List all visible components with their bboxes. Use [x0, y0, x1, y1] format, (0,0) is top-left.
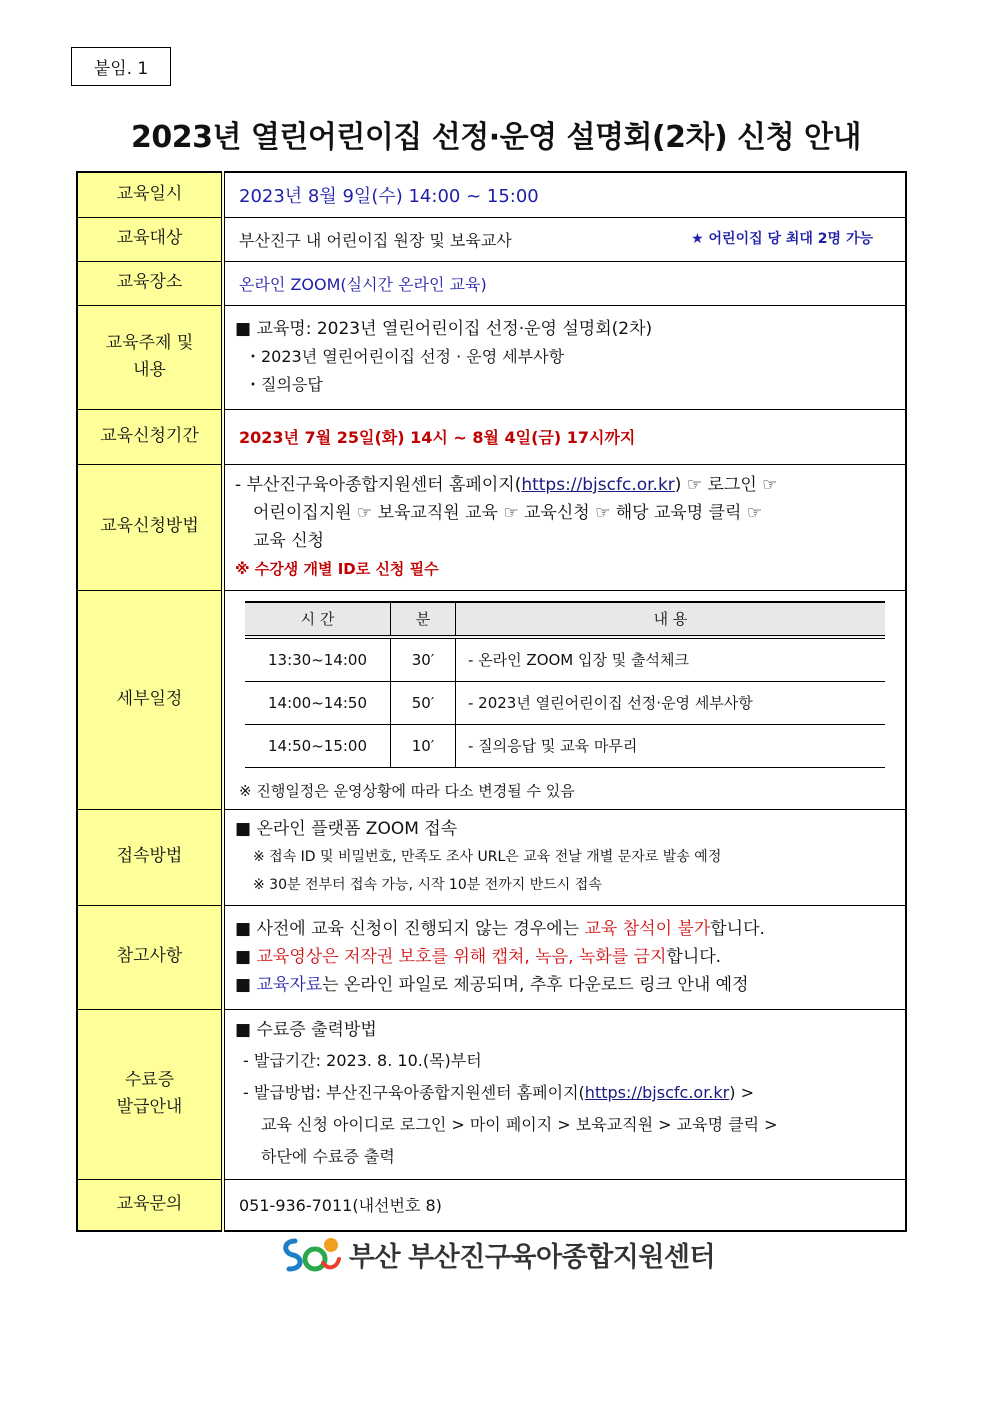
info-table [76, 171, 907, 1232]
value-method [223, 464, 906, 590]
schedule-min: 10′ [391, 724, 456, 767]
topic-item-2: ・질의응답 [245, 375, 323, 394]
certificate-heading: ■ 수료증 출력방법 [235, 1020, 377, 1040]
row-topic [77, 305, 906, 409]
certificate-line2-prefix: - 발급방법: 부산진구육아종합지원센터 홈페이지( [243, 1083, 585, 1102]
target-note: ★ 어린이집 당 최대 2명 가능 [691, 230, 873, 247]
value-access [223, 809, 906, 905]
method-line1-suffix: ) ☞ 로그인 ☞ [674, 475, 778, 495]
page-title: 2023년 열린어린이집 선정·운영 설명회(2차) 신청 안내 [130, 120, 862, 155]
value-schedule [223, 590, 906, 809]
label-reference: 참고사항 [77, 905, 223, 1009]
footer-logo-text: 부산 [348, 1241, 401, 1273]
label-certificate-line2: 발급안내 [116, 1097, 183, 1117]
value-target [223, 217, 906, 261]
certificate-line2-suffix: ) > [729, 1083, 754, 1102]
row-method [77, 464, 906, 590]
row-date [77, 172, 906, 217]
reference-line3-b: 는 온라인 파일로 제공되며, 추후 다운로드 링크 안내 예정 [322, 975, 749, 995]
label-access: 접속방법 [77, 809, 223, 905]
schedule-col-time: 시 간 [245, 602, 391, 637]
target-text: 부산진구 내 어린이집 원장 및 보육교사 [239, 230, 512, 250]
center-logo-icon [277, 1233, 341, 1275]
label-place: 교육장소 [77, 261, 223, 305]
table-row [245, 681, 885, 724]
reference-line3-blue: 교육자료 [256, 975, 323, 995]
row-target [77, 217, 906, 261]
reference-line1-red: 교육 참석이 불가 [584, 919, 711, 939]
schedule-desc: - 질의응답 및 교육 마무리 [456, 724, 886, 767]
label-inquiry: 교육문의 [77, 1179, 223, 1231]
value-inquiry: 051-936-7011(내선번호 8) [223, 1179, 906, 1231]
row-inquiry [77, 1179, 906, 1231]
method-line3: 교육 신청 [253, 531, 325, 551]
value-date: 2023년 8월 9일(수) 14:00 ~ 15:00 [223, 172, 906, 217]
reference-line1-a: ■ 사전에 교육 신청이 진행되지 않는 경우에는 [235, 919, 585, 939]
label-date: 교육일시 [77, 172, 223, 217]
value-certificate [223, 1009, 906, 1179]
value-period: 2023년 7월 25일(화) 14시 ~ 8월 4일(금) 17시까지 [223, 409, 906, 464]
reference-line2-square: ■ [235, 947, 257, 967]
reference-line2-red: 교육영상은 저작권 보호를 위해 캡쳐, 녹음, 녹화를 금지 [256, 947, 667, 967]
value-reference [223, 905, 906, 1009]
method-line2: 어린이집지원 ☞ 보육교직원 교육 ☞ 교육신청 ☞ 해당 교육명 클릭 ☞ [253, 503, 763, 523]
value-place: 온라인 ZOOM(실시간 온라인 교육) [223, 261, 906, 305]
topic-item-1: ・2023년 열린어린이집 선정 · 운영 세부사항 [245, 347, 565, 366]
schedule-desc: - 온라인 ZOOM 입장 및 출석체크 [456, 637, 886, 682]
schedule-col-desc: 내 용 [456, 602, 886, 637]
schedule-note: ※ 진행일정은 운영상황에 따라 다소 변경될 수 있음 [239, 781, 575, 800]
footer [0, 1232, 992, 1276]
schedule-table [245, 601, 885, 768]
access-note-2: ※ 30분 전부터 접속 가능, 시작 10분 전까지 반드시 접속 [253, 877, 602, 893]
row-place [77, 261, 906, 305]
schedule-header [245, 602, 885, 637]
schedule-col-min: 분 [391, 602, 456, 637]
method-line1-prefix: - 부산진구육아종합지원센터 홈페이지( [235, 475, 522, 495]
access-heading: ■ 온라인 플랫폼 ZOOM 접속 [235, 819, 458, 839]
row-schedule [77, 590, 906, 809]
topic-heading: ■ 교육명: 2023년 열린어린이집 선정·운영 설명회(2차) [235, 319, 653, 339]
label-topic-line2: 내용 [133, 360, 166, 380]
row-reference [77, 905, 906, 1009]
label-certificate [77, 1009, 223, 1179]
reference-line3-square: ■ [235, 975, 257, 995]
label-schedule: 세부일정 [77, 590, 223, 809]
label-period: 교육신청기간 [77, 409, 223, 464]
row-period [77, 409, 906, 464]
row-certificate [77, 1009, 906, 1179]
certificate-homepage-link[interactable]: https://bjscfc.or.kr [584, 1083, 730, 1102]
schedule-time: 14:00~14:50 [245, 681, 391, 724]
footer-org-name: 부산진구육아종합지원센터 [408, 1241, 716, 1273]
label-method: 교육신청방법 [77, 464, 223, 590]
reference-line2-b: 합니다. [666, 947, 722, 967]
reference-line1-b: 합니다. [710, 919, 765, 939]
certificate-line1: - 발급기간: 2023. 8. 10.(목)부터 [243, 1051, 482, 1070]
schedule-time: 13:30~14:00 [245, 637, 391, 682]
table-row [245, 637, 885, 682]
schedule-desc: - 2023년 열린어린이집 선정·운영 세부사항 [456, 681, 886, 724]
label-certificate-line1: 수료증 [124, 1069, 175, 1090]
label-topic-line1: 교육주제 및 [105, 332, 194, 353]
schedule-min: 50′ [391, 681, 456, 724]
table-row [245, 724, 885, 767]
schedule-time: 14:50~15:00 [245, 724, 391, 767]
access-note-1: ※ 접속 ID 및 비밀번호, 만족도 조사 URL은 교육 전날 개별 문자로 발송 예정 [253, 849, 722, 865]
label-target: 교육대상 [77, 217, 223, 261]
attachment-label: 붙임. 1 [71, 47, 171, 86]
row-access [77, 809, 906, 905]
method-warning: ※ 수강생 개별 ID로 신청 필수 [235, 560, 439, 578]
certificate-line3: 교육 신청 아이디로 로그인 > 마이 페이지 > 보육교직원 > 교육명 클릭 > [261, 1115, 778, 1134]
certificate-line4: 하단에 수료증 출력 [261, 1147, 395, 1166]
homepage-link[interactable]: https://bjscfc.or.kr [521, 475, 675, 495]
schedule-min: 30′ [391, 637, 456, 682]
label-topic [77, 305, 223, 409]
value-topic [223, 305, 906, 409]
